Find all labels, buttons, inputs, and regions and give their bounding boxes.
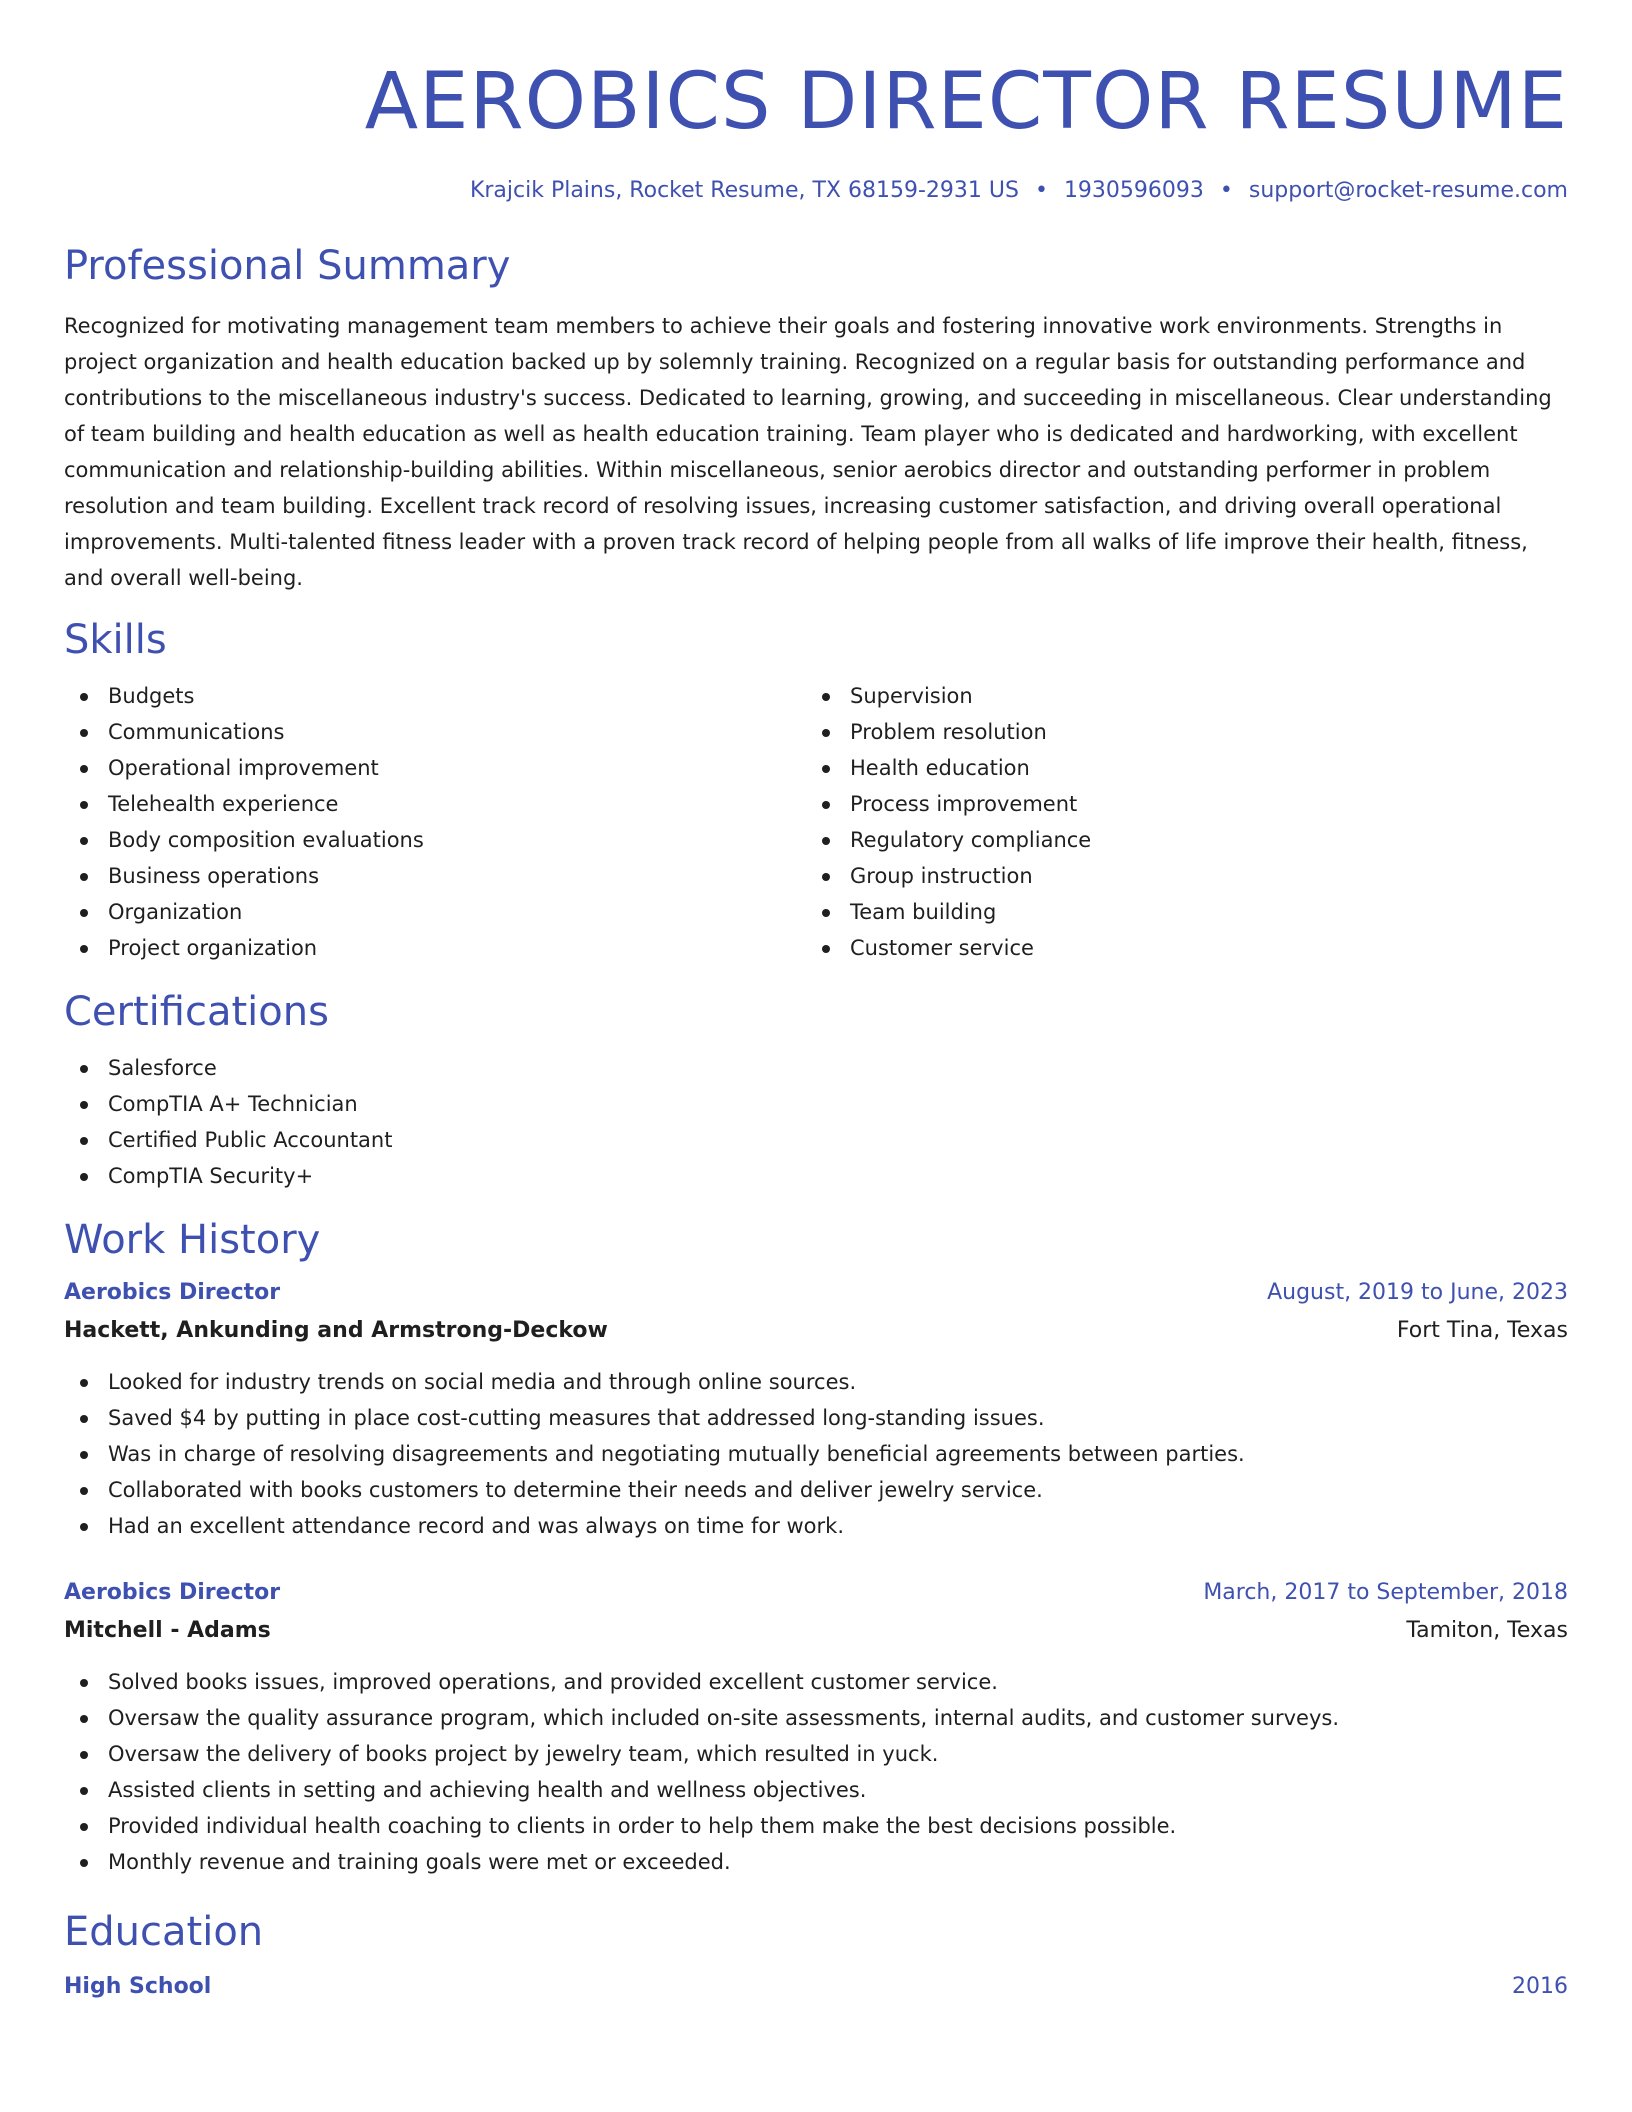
job-bullet: Monthly revenue and training goals were met or exceeded. <box>64 1844 1568 1880</box>
job-company: Hackett, Ankunding and Armstrong-Deckow <box>64 1318 608 1343</box>
skill-item: Operational improvement <box>64 750 806 786</box>
skill-item: Organization <box>64 894 806 930</box>
job-bullets <box>64 1364 1568 1544</box>
skill-item: Business operations <box>64 858 806 894</box>
skills-list <box>64 678 1568 966</box>
skill-item: Group instruction <box>806 858 1548 894</box>
contact-phone: 1930596093 <box>1063 178 1204 203</box>
skills-column-right <box>806 678 1548 966</box>
skill-item: Body composition evaluations <box>64 822 806 858</box>
contact-separator: • <box>1034 178 1048 203</box>
job-company: Mitchell - Adams <box>64 1618 271 1643</box>
work-history-heading: Work History <box>64 1217 321 1263</box>
skill-item: Budgets <box>64 678 806 714</box>
certifications-list <box>64 1050 1568 1194</box>
skill-item: Project organization <box>64 930 806 966</box>
skill-item: Communications <box>64 714 806 750</box>
job-bullet: Provided individual health coaching to clients in order to help them make the best decisions possible. <box>64 1808 1568 1844</box>
contact-email: support@rocket-resume.com <box>1248 178 1568 203</box>
job-bullet: Was in charge of resolving disagreements and negotiating mutually beneficial agreements between parties. <box>64 1436 1568 1472</box>
job-bullet: Had an excellent attendance record and was always on time for work. <box>64 1508 1568 1544</box>
skill-item: Regulatory compliance <box>806 822 1548 858</box>
job-bullet: Saved $4 by putting in place cost-cutting measures that addressed long-standing issues. <box>64 1400 1568 1436</box>
contact-address: Krajcik Plains, Rocket Resume, TX 68159-2931 US <box>469 178 1019 203</box>
resume-title: AEROBICS DIRECTOR RESUME <box>364 57 1568 147</box>
job-dates: August, 2019 to June, 2023 <box>1267 1280 1568 1305</box>
certification-item: Certified Public Accountant <box>64 1122 1568 1158</box>
certification-item: Salesforce <box>64 1050 1568 1086</box>
skill-item: Telehealth experience <box>64 786 806 822</box>
education-year: 2016 <box>1512 1974 1568 1999</box>
job-bullet: Solved books issues, improved operations, and provided excellent customer service. <box>64 1664 1568 1700</box>
summary-text: Recognized for motivating management team members to achieve their goals and fostering innovative work environments. Strengths in project organization and health education backed up by solemnly training. Recognized on a regular basis for outstanding performance and contributions to the miscellaneous industry's success. Dedicated to learning, growing, and succeeding in miscellaneous. Clear understanding of team building and health education as well as health education training. Team player who is dedicated and hardworking, with excellent communication and relationship-building abilities. Within miscellaneous, senior aerobics director and outstanding performer in problem resolution and team building. Excellent track record of resolving issues, increasing customer satisfaction, and driving overall operational improvements. Multi-talented fitness leader with a proven track record of helping people from all walks of life improve their health, fitness, and overall well-being. <box>64 314 1552 590</box>
certification-item: CompTIA A+ Technician <box>64 1086 1568 1122</box>
contact-separator: • <box>1219 178 1233 203</box>
contact-line <box>64 176 1568 206</box>
education-entry <box>64 1968 1568 2006</box>
job-bullet: Oversaw the quality assurance program, which included on-site assessments, internal audits, and customer surveys. <box>64 1700 1568 1736</box>
job-title: Aerobics Director <box>64 1280 281 1305</box>
job-bullet: Oversaw the delivery of books project by jewelry team, which resulted in yuck. <box>64 1736 1568 1772</box>
certification-item: CompTIA Security+ <box>64 1158 1568 1194</box>
skill-item: Problem resolution <box>806 714 1548 750</box>
job-bullets <box>64 1664 1568 1880</box>
certifications-heading: Certifications <box>64 989 329 1035</box>
job-entry <box>64 1574 1568 1880</box>
job-entry <box>64 1274 1568 1544</box>
job-bullet: Collaborated with books customers to determine their needs and deliver jewelry service. <box>64 1472 1568 1508</box>
education-degree: High School <box>64 1974 212 1999</box>
job-bullet: Looked for industry trends on social media and through online sources. <box>64 1364 1568 1400</box>
job-dates: March, 2017 to September, 2018 <box>1203 1580 1568 1605</box>
job-location: Fort Tina, Texas <box>1396 1318 1568 1343</box>
education-heading: Education <box>64 1909 264 1955</box>
skill-item: Health education <box>806 750 1548 786</box>
skill-item: Supervision <box>806 678 1548 714</box>
summary-heading: Professional Summary <box>64 243 511 289</box>
skill-item: Process improvement <box>806 786 1548 822</box>
job-location: Tamiton, Texas <box>1406 1618 1568 1643</box>
skill-item: Team building <box>806 894 1548 930</box>
job-bullet: Assisted clients in setting and achieving health and wellness objectives. <box>64 1772 1568 1808</box>
skills-heading: Skills <box>64 617 167 663</box>
skills-column-left <box>64 678 806 966</box>
job-title: Aerobics Director <box>64 1580 281 1605</box>
skill-item: Customer service <box>806 930 1548 966</box>
